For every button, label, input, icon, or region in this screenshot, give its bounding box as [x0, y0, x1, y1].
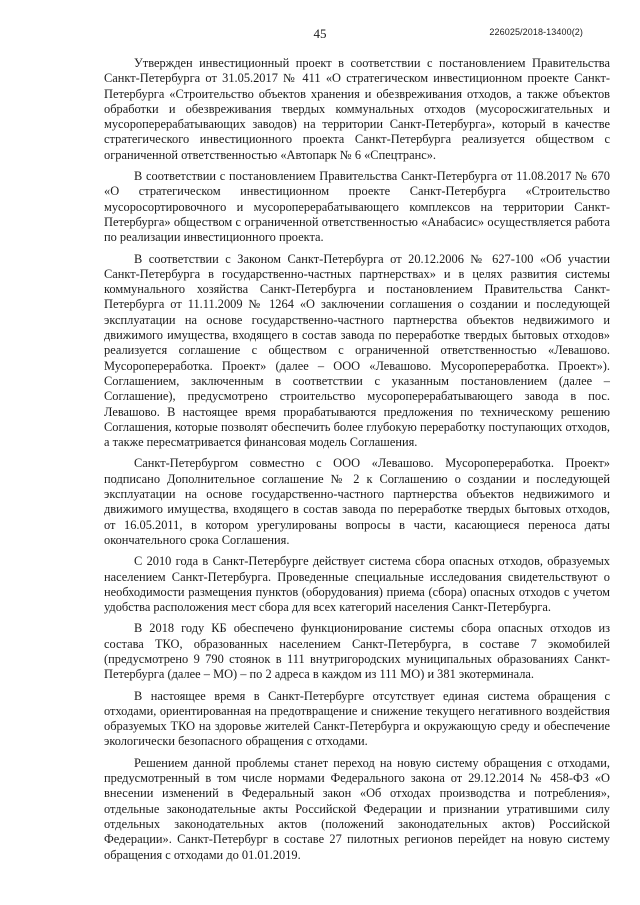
- document-body: [104, 56, 610, 869]
- paragraph-additional-agreement: Санкт-Петербургом совместно с ООО «Левашово. Мусоропереработка. Проект» подписано Дополнительное соглашение № 2 к Соглашению о создании и последующей эксплуатации на основе государственно-частного партнерства объектов недвижимого и движимого имущества, входящего в состав завода по переработке твердых бытовых отходов, от 16.05.2011, в котором урегулированы вопросы в части, касающиеся переноса даты окончательного срока Соглашения.: [104, 456, 610, 547]
- page-number: 45: [313, 26, 327, 41]
- paragraph-investment-project-670: В соответствии с постановлением Правительства Санкт-Петербурга от 11.08.2017 № 670 «О стратегическом инвестиционном проекте Санкт-Петербурга «Строительство мусоросортировочного и мусороперерабатывающего комплексов на территории Санкт-Петербурга» обществом с ограниченной ответственностью «Анабасис» осуществляется работа по реализации инвестиционного проекта.: [104, 169, 610, 245]
- paragraph-ppp-agreement: В соответствии с Законом Санкт-Петербурга от 20.12.2006 № 627-100 «Об участии Санкт-Петербурга в государственно-частных партнерствах» и в целях развития системы коммунального хозяйства Санкт-Петербурга и постановлением Правительства Санкт-Петербурга от 11.11.2009 № 1264 «О заключении соглашения о создании и последующей эксплуатации на основе государственно-частного партнерства объектов недвижимого и движимого имущества, входящего в состав завода по переработке твердых бытовых отходов» реализуется соглашение с обществом с ограниченной ответственностью «Левашово. Мусоропереработка. Проект» (далее – ООО «Левашово. Мусоропереработка. Проект»). Соглашением, заключенным в соответствии с указанным постановлением (далее – Соглашение), предусмотрено строительство мусороперерабатывающего завода в пос. Левашово. В настоящее время прорабатываются предложения по техническому решению Соглашения, которые позволят обеспечить более глубокую переработку поступающих отходов, а также пересматривается финансовая модель Соглашения.: [104, 251, 610, 450]
- paragraph-ecomobiles-2018: В 2018 году КБ обеспечено функционирование системы сбора опасных отходов из состава ТКО, образованных населением Санкт-Петербурга, в составе 7 экомобилей (предусмотрено 9 790 стоянок в 111 внутригородских муниципальных образованиях Санкт-Петербурга (далее – МО) – по 2 адреса в каждом из 111 МО) и 381 экотерминала.: [104, 621, 610, 682]
- paragraph-hazardous-waste-system: С 2010 года в Санкт-Петербурге действует система сбора опасных отходов, образуемых населением Санкт-Петербурга. Проведенные специальные исследования свидетельствуют о необходимости размещения пунктов (оборудования) приема (сбора) опасных отходов с учетом удобства расположения мест сбора для всех категорий населения Санкт-Петербурга.: [104, 554, 610, 615]
- paragraph-new-system-transition: Решением данной проблемы станет переход на новую систему обращения с отходами, предусмотренный в том числе нормами Федерального закона от 29.12.2014 № 458-ФЗ «О внесении изменений в Федеральный закон «Об отходах производства и потребления», отдельные законодательные акты Российской Федерации и признании утратившими силу отдельных законодательных актов (положений законодательных актов) Российской Федерации». Санкт-Петербург в составе 27 пилотных регионов перейдет на новую систему обращения с отходами до 01.01.2019.: [104, 755, 610, 862]
- document-id: 226025/2018-13400(2): [489, 27, 583, 37]
- paragraph-investment-project-411: Утвержден инвестиционный проект в соответствии с постановлением Правительства Санкт-Петербурга от 31.05.2017 № 411 «О стратегическом инвестиционном проекте Санкт-Петербурга «Строительство объектов хранения и обезвреживания отходов, а также объектов обработки и обезвреживания твердых коммунальных отходов (мусоросжигательных и мусороперерабатывающих заводов) на территории Санкт-Петербурга», который в качестве стратегического инвестиционного проекта Санкт-Петербурга реализуется обществом с ограниченной ответственностью «Автопарк № 6 «Спецтранс».: [104, 56, 610, 162]
- paragraph-current-situation: В настоящее время в Санкт-Петербурге отсутствует единая система обращения с отходами, ориентированная на предотвращение и снижение текущего негативного воздействия образуемых ТКО на здоровье жителей Санкт-Петербурга и окружающую среду и обеспечение экологически безопасного обращения с отходами.: [104, 688, 610, 749]
